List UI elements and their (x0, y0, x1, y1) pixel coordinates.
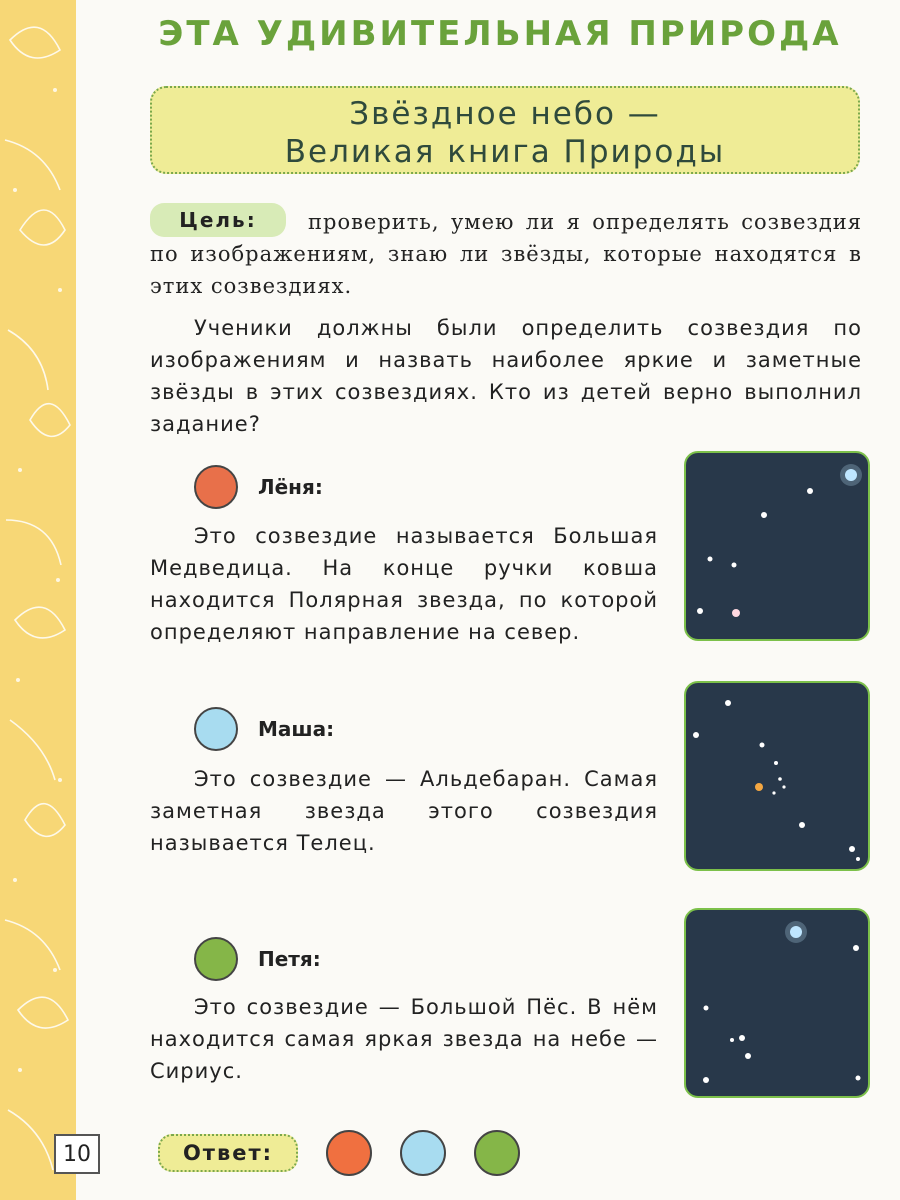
student-name: Лёня: (258, 475, 323, 499)
answer-choice-orange[interactable] (326, 1130, 372, 1176)
student-answer-text: Это созвездие — Альдебаран. Самая заметная звезда этого созвездия называется Телец. (150, 767, 658, 855)
task-text: Ученики должны были определить созвездия по изображениям и назвать наиболее яркие и заметные звёзды в этих созвездиях. Кто из детей верно выполнил задание? (150, 316, 862, 436)
lesson-title-line-2: Великая книга Природы (284, 134, 726, 170)
student-name: Петя: (258, 947, 321, 971)
star-field-icon (686, 683, 868, 869)
goal-badge: Цель: (150, 203, 286, 237)
student-color-dot (194, 707, 238, 751)
answer-badge: Ответ: (158, 1134, 298, 1172)
lesson-title-box (150, 86, 860, 174)
answer-choice-green[interactable] (474, 1130, 520, 1176)
student-answer-text: Это созвездие называется Большая Медведица. На конце ручки ковша находится Полярная звезда, по которой определяют направление на север. (150, 524, 658, 644)
constellation-image-canis-major (684, 908, 870, 1098)
decorative-side-strip (0, 0, 76, 1200)
star-field-icon (686, 453, 868, 639)
student-color-dot (194, 937, 238, 981)
student-name: Маша: (258, 717, 335, 741)
answer-choice-blue[interactable] (400, 1130, 446, 1176)
lesson-title-line-1: Звёздное небо — (349, 96, 661, 132)
page-number: 10 (54, 1134, 100, 1174)
page-header: ЭТА УДИВИТЕЛЬНАЯ ПРИРОДА (158, 14, 842, 54)
constellation-image-taurus (684, 681, 870, 871)
goal-text: проверить, умею ли я определять созвездия по изображениям, знаю ли звёзды, которые находятся в этих созвездиях. (150, 210, 862, 298)
star-field-icon (686, 910, 868, 1096)
student-color-dot (194, 465, 238, 509)
constellation-image-big-dipper (684, 451, 870, 641)
student-answer-text: Это созвездие — Большой Пёс. В нём находится самая яркая звезда на небе — Сириус. (150, 995, 658, 1083)
leaf-pattern-icon (0, 0, 76, 1200)
